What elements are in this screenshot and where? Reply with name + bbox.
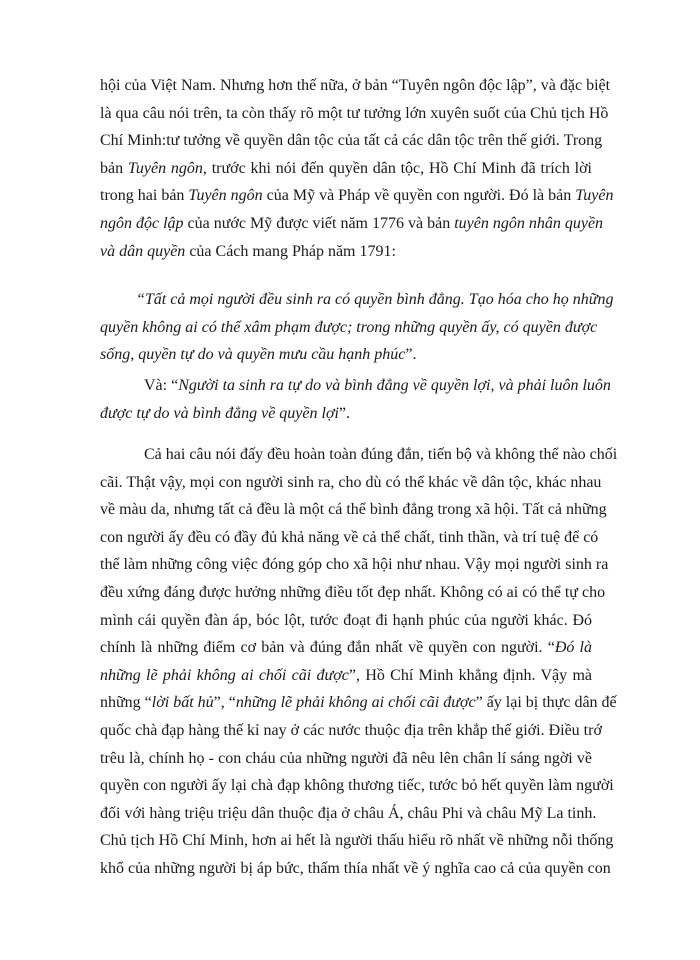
text-line: quốc chà đạp hàng thế kỉ nay ở các nước thuộc địa trên khắp thế giới. Điều trớ (100, 721, 602, 739)
text-line: cãi. Thật vậy, mọi con người sinh ra, cho dù có thể khác về dân tộc, khác nhau (100, 473, 602, 491)
text-line: mình cái quyền đàn áp, bóc lột, tước đoạt đi hạnh phúc của người khác. Đó (100, 611, 592, 629)
quote-line: được tự do và bình đẳng về quyền lợi”. (100, 404, 351, 422)
text-line: hội của Việt Nam. Nhưng hơn thế nữa, ở bản “Tuyên ngôn độc lập”, và đặc biệt (100, 77, 611, 94)
text-line: trêu là, chính họ - con cháu của những người đã nêu lên chân lí sáng ngời về (100, 749, 592, 767)
text-line: Chủ tịch Hồ Chí Minh, hơn ai hết là người thấu hiểu rõ nhất về những nỗi thống (100, 832, 614, 850)
text-line: trong hai bản Tuyên ngôn của Mỹ và Pháp về quyền con người. Đó là bản Tuyên (100, 187, 614, 205)
text-line: con người ấy đều có đầy đủ khả năng về cả thể chất, tinh thần, và trí tuệ để có (100, 528, 599, 546)
quote-us-declaration (100, 287, 614, 370)
text-line: đối với hàng triệu triệu dân thuộc địa ở châu Á, châu Phi và châu Mỹ La tinh. (100, 804, 597, 822)
quote-line: “Tất cả mọi người đều sinh ra có quyền bình đẳng. Tạo hóa cho họ những (136, 291, 614, 308)
text-line: ngôn độc lập của nước Mỹ được viết năm 1776 và bản tuyên ngôn nhân quyền (100, 214, 604, 232)
text-line: về màu da, nhưng tất cả đều là một cá thể bình đẳng trong xã hội. Tất cả những (100, 501, 607, 519)
text-line: thể làm những công việc đóng góp cho xã hội như nhau. Vậy mọi người sinh ra (100, 556, 609, 574)
text-line: đều xứng đáng được hưởng những điều tốt đẹp nhất. Không có ai có thể tự cho (100, 583, 606, 601)
text-line: và dân quyền của Cách mang Pháp năm 1791: (100, 242, 396, 260)
quote-line: quyền không ai có thể xâm phạm được; trong những quyền ấy, có quyền được (100, 318, 598, 336)
paragraph-main (100, 441, 618, 883)
quote-line: Và: “Người ta sinh ra tự do và bình đẳng về quyền lợi, và phải luôn luôn (144, 377, 611, 394)
text-line: những “lời bất hủ”, “những lẽ phải không ai chối cãi được” ấy lại bị thực dân đế (100, 694, 617, 712)
text-line: Cả hai câu nói đấy đều hoàn toàn đúng đắn, tiến bộ và không thể nào chối (144, 446, 618, 463)
text-line: quyền con người ấy lại chà đạp không thương tiếc, tước bỏ hết quyền làm người (100, 777, 614, 795)
text-line: là qua câu nói trên, ta còn thấy rõ một tư tưởng lớn xuyên suốt của Chủ tịch Hồ (100, 104, 609, 122)
text-line: chính là những điểm cơ bản và đúng đắn nhất về quyền con người. “Đó là (100, 639, 593, 657)
text-line: khổ của những người bị áp bức, thấm thía nhất về ý nghĩa cao cả của quyền con (100, 859, 611, 877)
text-line: bản Tuyên ngôn, trước khi nói đến quyền dân tộc, Hồ Chí Minh đã trích lời (100, 159, 592, 177)
quote-french-declaration (100, 373, 611, 428)
text-line: những lẽ phải không ai chối cãi được”, Hồ Chí Minh khẳng định. Vậy mà (100, 666, 592, 684)
text-line: Chí Minh:tư tưởng về quyền dân tộc của tất cả các dân tộc trên thế giới. Trong (100, 132, 603, 150)
quote-line: sống, quyền tự do và quyền mưu cầu hạnh phúc”. (100, 346, 417, 364)
paragraph-intro (100, 72, 614, 265)
